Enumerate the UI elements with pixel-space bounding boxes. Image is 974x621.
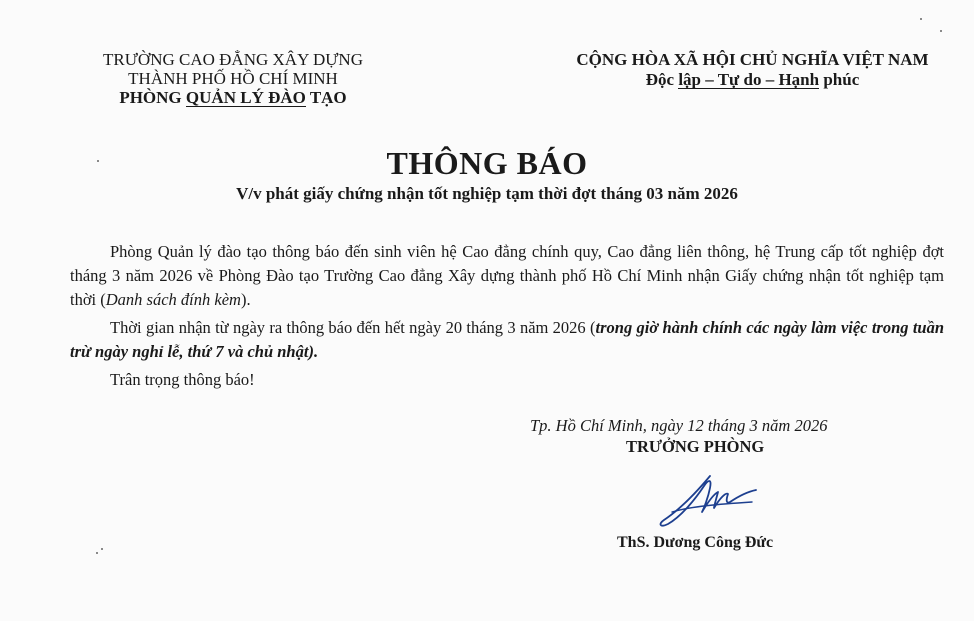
scan-speck	[96, 552, 98, 554]
closing-line: Trân trọng thông báo!	[110, 370, 255, 389]
department-suffix: TẠO	[305, 88, 347, 107]
issuing-organization-header	[88, 50, 378, 107]
paragraph-1	[70, 240, 944, 312]
handwritten-signature	[652, 468, 767, 533]
document-subtitle: V/v phát giấy chứng nhận tốt nghiệp tạm thời đợt tháng 03 năm 2026	[236, 184, 738, 203]
city-name-line: THÀNH PHỐ HỒ CHÍ MINH	[128, 69, 338, 88]
attachment-note: Danh sách đính kèm	[105, 290, 241, 309]
paragraph-1-text: Phòng Quản lý đào tạo thông báo đến sinh viên hệ Cao đẳng chính quy, Cao đẳng liên thông, hệ Trung cấp tốt nghiệp đợt tháng 3 năm 2026 về Phòng Đào tạo Trường Cao đẳng Xây dựng thành phố Hồ Chí Minh nhận Giấy chứng nhận tốt nghiệp tạm thời (	[70, 242, 944, 309]
scan-speck	[97, 160, 99, 162]
scan-speck	[101, 548, 103, 550]
paragraph-2-text: Thời gian nhận từ ngày ra thông báo đến hết ngày 20 tháng 3 năm 2026 (	[110, 318, 596, 337]
department-name-line	[88, 88, 378, 107]
department-prefix: PHÒNG	[119, 88, 186, 107]
school-name-line: TRƯỜNG CAO ĐẲNG XÂY DỰNG	[103, 50, 363, 69]
motto-line	[560, 70, 945, 90]
scan-speck	[940, 30, 942, 32]
national-motto-header	[560, 50, 945, 90]
country-name-line: CỘNG HÒA XÃ HỘI CHỦ NGHĨA VIỆT NAM	[576, 50, 929, 69]
scan-speck	[920, 18, 922, 20]
department-underlined: QUẢN LÝ ĐÀO	[185, 88, 306, 107]
paragraph-1-end: ).	[240, 290, 251, 309]
motto-prefix: Độc	[645, 70, 679, 89]
working-hours-note: trong giờ hành chính các ngày làm việc trong tuần trừ ngày nghỉ lễ, thứ 7 và chủ nhật).	[70, 318, 945, 361]
place-date: Tp. Hồ Chí Minh, ngày 12 tháng 3 năm 2026	[530, 416, 828, 435]
signer-name: ThS. Dương Công Đức	[617, 534, 774, 551]
notice-body	[70, 240, 944, 396]
motto-suffix: phúc	[819, 70, 860, 89]
paragraph-2	[70, 316, 944, 364]
title-block	[0, 145, 974, 206]
document-title: THÔNG BÁO	[386, 145, 588, 181]
signer-position: TRƯỞNG PHÒNG	[626, 437, 765, 456]
motto-underlined: lập – Tự do – Hạnh	[678, 70, 820, 89]
